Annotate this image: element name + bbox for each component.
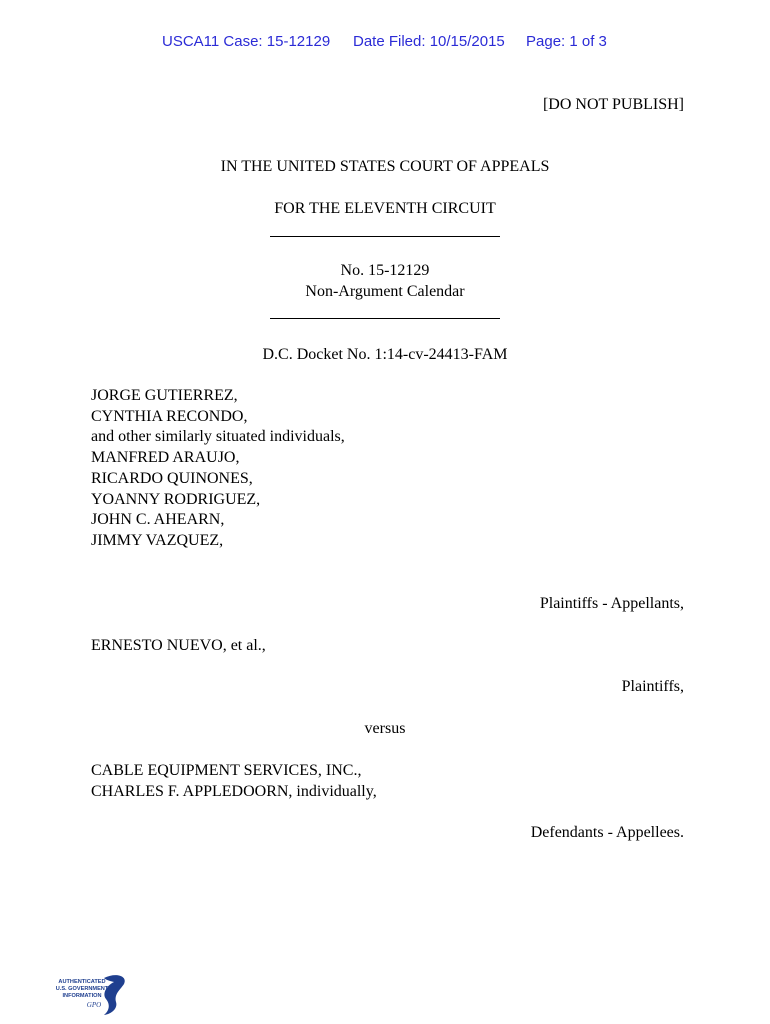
date-filed-stamp: Date Filed: 10/15/2015 bbox=[353, 33, 505, 50]
other-plaintiff: ERNESTO NUEVO, et al., bbox=[91, 637, 266, 654]
gpo-seal-logo bbox=[44, 972, 130, 1016]
court-name: IN THE UNITED STATES COURT OF APPEALS bbox=[220, 158, 550, 175]
list-item: JOHN C. AHEARN, bbox=[91, 511, 225, 529]
list-item: and other similarly situated individuals, bbox=[91, 428, 345, 446]
list-item: RICARDO QUINONES, bbox=[91, 469, 253, 487]
list-item: JIMMY VAZQUEZ, bbox=[91, 531, 224, 549]
seal-text: U.S. GOVERNMENT bbox=[55, 986, 109, 992]
case-number: No. 15-12129 bbox=[340, 262, 430, 279]
docket-number: D.C. Docket No. 1:14-cv-24413-FAM bbox=[262, 346, 508, 363]
divider-rule bbox=[270, 318, 500, 319]
defendant-name: CABLE EQUIPMENT SERVICES, INC., bbox=[91, 762, 362, 779]
divider-rule bbox=[270, 236, 500, 237]
list-item: CYNTHIA RECONDO, bbox=[91, 407, 248, 425]
seal-mark: GPO bbox=[86, 1001, 102, 1009]
circuit-name: FOR THE ELEVENTH CIRCUIT bbox=[274, 200, 496, 217]
seal-text: INFORMATION bbox=[62, 993, 102, 999]
list-item: YOANNY RODRIGUEZ, bbox=[91, 490, 261, 508]
page-count-stamp: Page: 1 of 3 bbox=[526, 33, 607, 50]
seal-text: AUTHENTICATED bbox=[58, 979, 106, 985]
calendar-type: Non-Argument Calendar bbox=[305, 283, 465, 300]
case-number-stamp: USCA11 Case: 15-12129 bbox=[162, 33, 331, 50]
versus-label: versus bbox=[364, 720, 406, 737]
defendant-name: CHARLES F. APPLEDOORN, individually, bbox=[91, 783, 377, 800]
publish-status: [DO NOT PUBLISH] bbox=[542, 96, 684, 113]
appellants-list bbox=[91, 386, 345, 552]
defendants-role: Defendants - Appellees. bbox=[530, 824, 684, 841]
list-item: JORGE GUTIERREZ, bbox=[91, 387, 238, 404]
appellants-role: Plaintiffs - Appellants, bbox=[539, 595, 684, 612]
eagle-swoosh-icon bbox=[104, 975, 125, 1015]
list-item: MANFRED ARAUJO, bbox=[91, 449, 240, 467]
other-plaintiff-role: Plaintiffs, bbox=[621, 678, 684, 695]
